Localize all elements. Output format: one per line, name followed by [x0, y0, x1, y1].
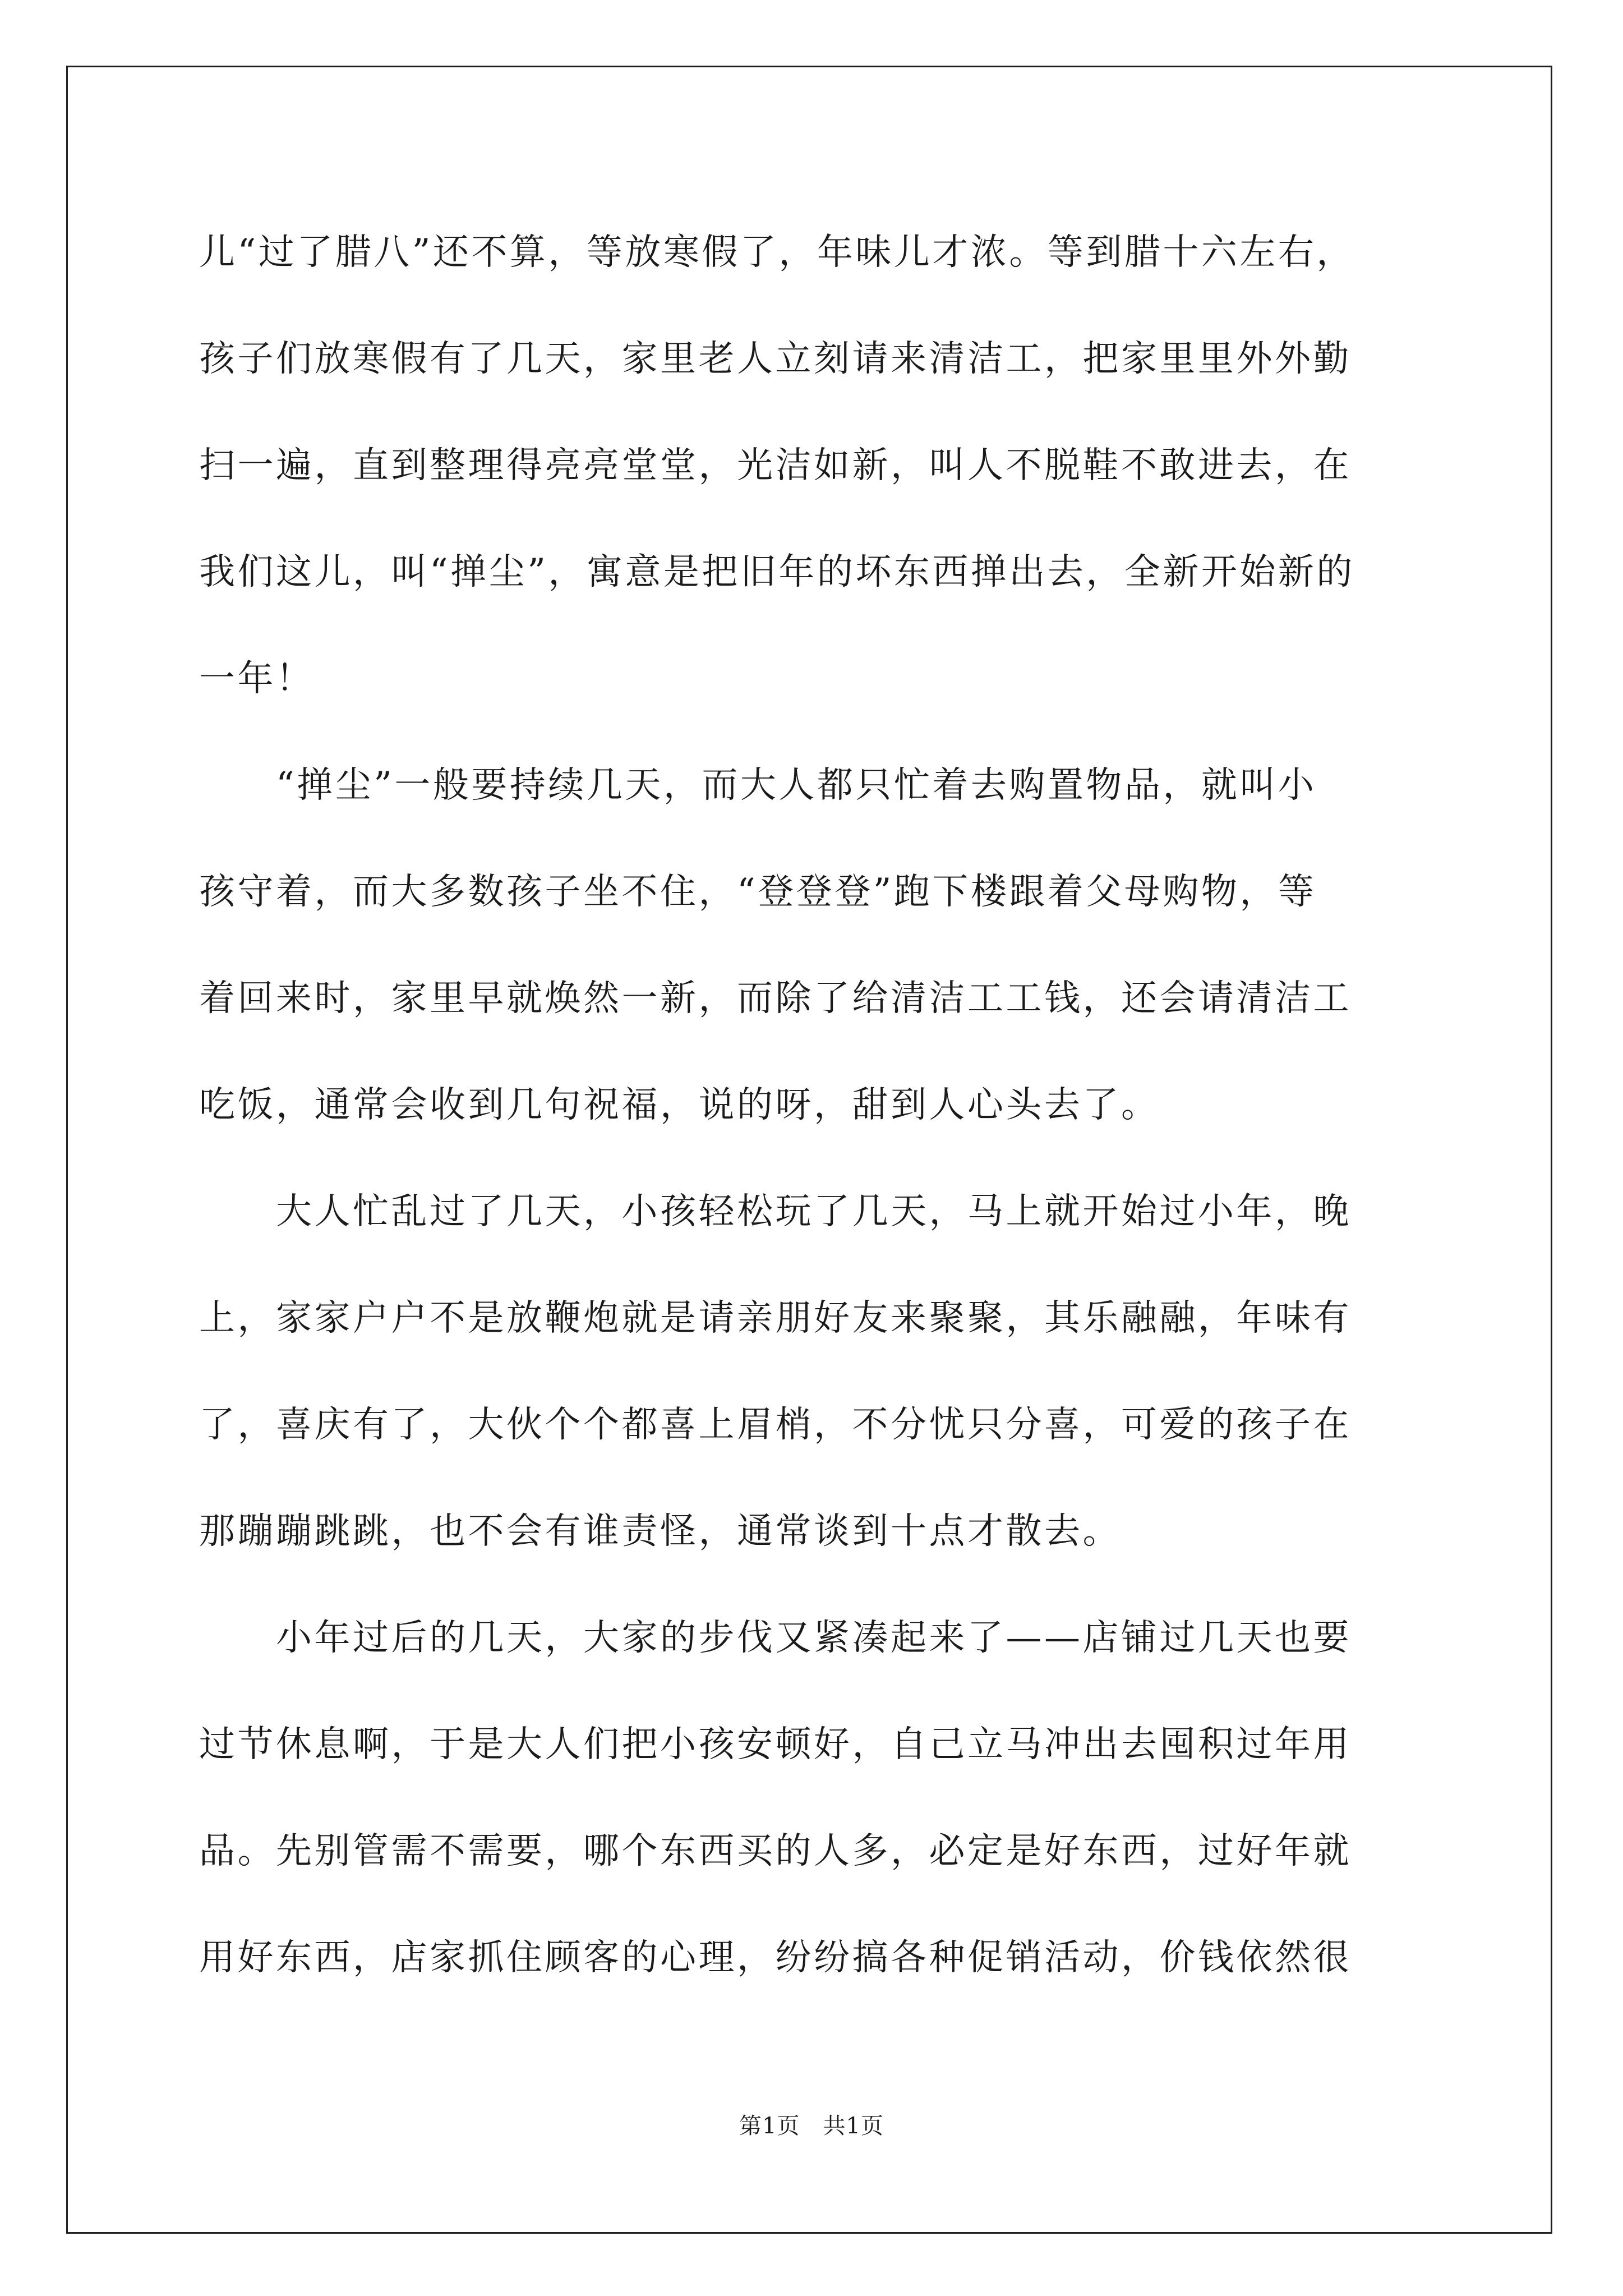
text-line: 用好东西，店家抓住顾客的心理，纷纷搞各种促销活动，价钱依然很 [199, 1937, 1352, 1978]
text-line: 了，喜庆有了，大伙个个都喜上眉梢，不分忧只分喜，可爱的孩子在 [199, 1404, 1352, 1446]
text-line: 孩子们放寒假有了几天，家里老人立刻请来清洁工，把家里里外外勤 [199, 338, 1352, 380]
text-line: 吃饭，通常会收到几句祝福，说的呀，甜到人心头去了。 [199, 1084, 1160, 1126]
text-line: 那蹦蹦跳跳，也不会有谁责怪，通常谈到十点才散去。 [199, 1511, 1121, 1552]
paragraph-start-line: “掸尘”一般要持续几天，而大人都只忙着去购置物品，就叫小 [199, 765, 1317, 806]
text-line: 过节休息啊，于是大人们把小孩安顿好，自己立马冲出去囤积过年用 [199, 1724, 1352, 1765]
text-line: 上，家家户户不是放鞭炮就是请亲朋好友来聚聚，其乐融融，年味有 [199, 1297, 1352, 1339]
text-line: 孩守着，而大多数孩子坐不住，“登登登”跑下楼跟着父母购物，等 [199, 871, 1317, 913]
text-line: 扫一遍，直到整理得亮亮堂堂，光洁如新，叫人不脱鞋不敢进去，在 [199, 445, 1352, 486]
text-line: 品。先别管需不需要，哪个东西买的人多，必定是好东西，过好年就 [199, 1830, 1352, 1872]
text-line: 一年！ [199, 658, 315, 700]
text-line: 儿“过了腊八”还不算，等放寒假了，年味儿才浓。等到腊十六左右， [199, 232, 1355, 273]
text-line: 我们这儿，叫“掸尘”，寓意是把旧年的坏东西掸出去，全新开始新的 [199, 551, 1355, 593]
paragraph-start-line: 小年过后的几天，大家的步伐又紧凑起来了——店铺过几天也要 [199, 1617, 1352, 1659]
paragraph-start-line: 大人忙乱过了几天，小孩轻松玩了几天，马上就开始过小年，晚 [199, 1191, 1352, 1232]
page-border [66, 66, 1552, 2234]
page-footer: 第1页 共1页 [739, 2113, 884, 2139]
text-line: 着回来时，家里早就焕然一新，而除了给清洁工工钱，还会请清洁工 [199, 978, 1352, 1019]
